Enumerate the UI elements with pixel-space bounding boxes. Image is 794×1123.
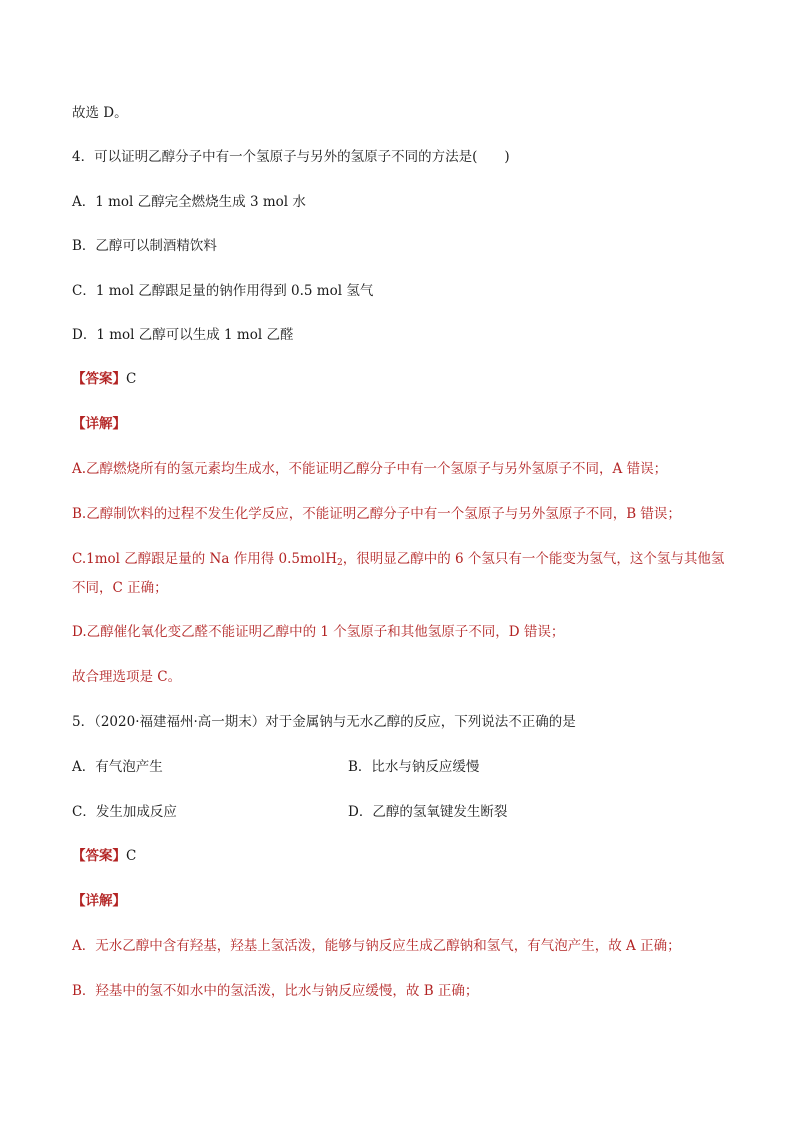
q5-detail-label — [72, 891, 126, 911]
q4-explain-c-part2: ，很明显乙醇中的 6 个氢只有一个能变为氢气，这个氢与其他氢 — [342, 551, 725, 567]
q4-option-a: A．1 mol 乙醇完全燃烧生成 3 mol 水 — [72, 194, 306, 210]
q4-explain-d: D.乙醇催化氧化变乙醛不能证明乙醇中的 1 个氢原子和其他氢原子不同，D 错误； — [72, 624, 565, 640]
answer-value: C — [126, 848, 137, 864]
q4-stem: 4．可以证明乙醇分子中有一个氢原子与另外的氢原子不同的方法是( ) — [72, 149, 510, 165]
q5-stem: 5．（2020·福建福州·高一期末）对于金属钠与无水乙醇的反应，下列说法不正确的是 — [72, 714, 576, 730]
q4-explain-c-line1 — [72, 549, 724, 573]
q5-option-b: B．比水与钠反应缓慢 — [348, 759, 480, 775]
q5-answer — [72, 846, 136, 866]
q4-explain-b: B.乙醇制饮料的过程不发生化学反应，不能证明乙醇分子中有一个氢原子与另外氢原子不同，B 错误； — [72, 506, 681, 522]
answer-label: 【答案】 — [72, 371, 126, 387]
previous-conclusion: 故选 D。 — [72, 105, 128, 121]
q5-option-a: A．有气泡产生 — [72, 759, 163, 775]
q5-explain-b: B．羟基中的氢不如水中的氢活泼，比水与钠反应缓慢，故 B 正确； — [72, 983, 479, 999]
q4-option-d: D．1 mol 乙醇可以生成 1 mol 乙醛 — [72, 327, 294, 343]
q4-answer — [72, 369, 136, 389]
q5-explain-a: A．无水乙醇中含有羟基，羟基上氢活泼，能够与钠反应生成乙醇钠和氢气，有气泡产生，故 A 正确； — [72, 938, 681, 954]
answer-value: C — [126, 371, 137, 387]
answer-label: 【答案】 — [72, 848, 126, 864]
q4-option-b: B．乙醇可以制酒精饮料 — [72, 238, 217, 254]
q4-option-c: C．1 mol 乙醇跟足量的钠作用得到 0.5 mol 氢气 — [72, 283, 374, 299]
q5-option-c: C．发生加成反应 — [72, 804, 177, 820]
q4-conclusion: 故合理选项是 C。 — [72, 669, 182, 685]
q4-explain-c-line2: 不同，C 正确； — [72, 580, 168, 596]
q4-detail-label — [72, 414, 126, 434]
h2-subscript: 2 — [337, 558, 343, 568]
detail-label: 【详解】 — [72, 416, 126, 432]
q4-explain-c-part1: C.1mol 乙醇跟足量的 Na 作用得 0.5molH — [72, 551, 337, 567]
q4-explain-a: A.乙醇燃烧所有的氢元素均生成水，不能证明乙醇分子中有一个氢原子与另外氢原子不同，A 错误； — [72, 461, 668, 477]
q5-option-d: D．乙醇的氢氧键发生断裂 — [348, 804, 508, 820]
detail-label: 【详解】 — [72, 893, 126, 909]
